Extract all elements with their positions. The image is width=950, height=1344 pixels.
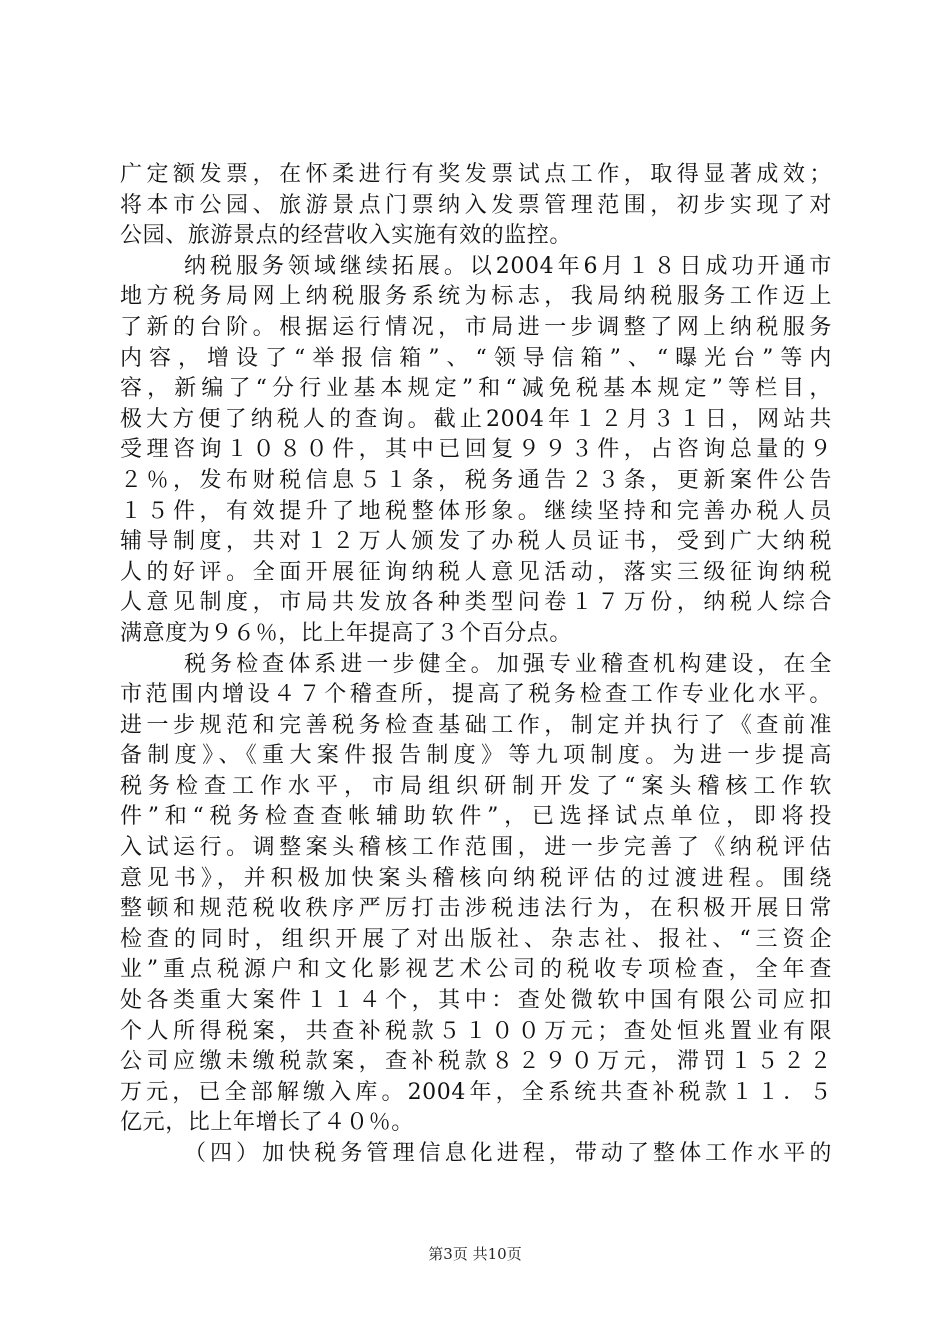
text-line: 了新的台阶。根据运行情况，市局进一步调整了网上纳税服务	[120, 314, 832, 340]
text-line: 受理咨询１０８０件，其中已回复９９３件，占咨询总量的９	[120, 437, 832, 463]
text-line: 容，新编了“分行业基本规定”和“减免税基本规定”等栏目，	[120, 376, 832, 402]
text-line: 广定额发票，在怀柔进行有奖发票试点工作，取得显著成效；	[120, 162, 832, 187]
text-line: 公园、旅游景点的经营收入实施有效的监控。	[120, 223, 573, 249]
text-line: 纳税服务领域继续拓展。以2004年6月１８日成功开通市	[184, 253, 832, 279]
text-line: 个人所得税案，共查补税款５１００万元；查处恒兆置业有限	[120, 1018, 832, 1044]
text-line: 公司应缴未缴税款案，查补税款８２９０万元，滞罚１５２２	[120, 1049, 832, 1075]
text-line: 辅导制度，共对１２万人颁发了办税人员证书，受到广大纳税	[120, 529, 832, 555]
text-line: ２％，发布财税信息５１条，税务通告２３条，更新案件公告	[120, 467, 832, 493]
text-line: 业”重点税源户和文化影视艺术公司的税收专项检查，全年查	[120, 957, 832, 983]
text-line: 地方税务局网上纳税服务系统为标志，我局纳税服务工作迈上	[120, 284, 832, 310]
text-line: １５件，有效提升了地税整体形象。继续坚持和完善办税人员	[120, 498, 832, 524]
text-line: 整顿和规范税收秩序严厉打击涉税违法行为，在积极开展日常	[120, 896, 832, 922]
text-line: 市范围内增设４７个稽查所，提高了税务检查工作专业化水平。	[120, 682, 832, 708]
text-line: 检查的同时，组织开展了对出版社、杂志社、报社、“三资企	[120, 926, 832, 952]
body-text	[120, 160, 832, 1170]
text-line: 极大方便了纳税人的查询。截止2004年１２月３１日，网站共	[120, 406, 832, 432]
text-line: 人意见制度，市局共发放各种类型问卷１７万份，纳税人综合	[120, 590, 832, 616]
text-line: 进一步规范和完善税务检查基础工作，制定并执行了《查前准	[120, 712, 832, 738]
text-line: 内容，增设了“举报信箱”、“领导信箱”、“曝光台”等内	[120, 345, 832, 371]
text-line: （四）加快税务管理信息化进程，带动了整体工作水平的	[184, 1141, 832, 1166]
text-line: 满意度为９６％，比上年提高了３个百分点。	[120, 620, 573, 646]
text-line: 意见书》，并积极加快案头稽核向纳税评估的过渡进程。围绕	[120, 865, 832, 891]
text-line: 税务检查工作水平，市局组织研制开发了“案头稽核工作软	[120, 773, 832, 799]
text-line: 亿元，比上年增长了４０％。	[120, 1110, 414, 1136]
text-line: 处各类重大案件１１４个，其中：查处微软中国有限公司应扣	[120, 988, 832, 1014]
text-line: 万元，已全部解缴入库。2004年，全系统共查补税款１１．５	[120, 1079, 832, 1105]
text-line: 入试运行。调整案头稽核工作范围，进一步完善了《纳税评估	[120, 835, 832, 861]
text-line: 备制度》、《重大案件报告制度》等九项制度。为进一步提高	[120, 743, 832, 769]
text-line: 件”和“税务检查查帐辅助软件”，已选择试点单位，即将投	[120, 804, 832, 830]
text-line: 税务检查体系进一步健全。加强专业稽查机构建设，在全	[184, 651, 832, 677]
text-line: 人的好评。全面开展征询纳税人意见活动，落实三级征询纳税	[120, 559, 832, 585]
text-line: 将本市公园、旅游景点门票纳入发票管理范围，初步实现了对	[120, 192, 832, 218]
page-number-footer: 第3页 共10页	[428, 1245, 522, 1263]
